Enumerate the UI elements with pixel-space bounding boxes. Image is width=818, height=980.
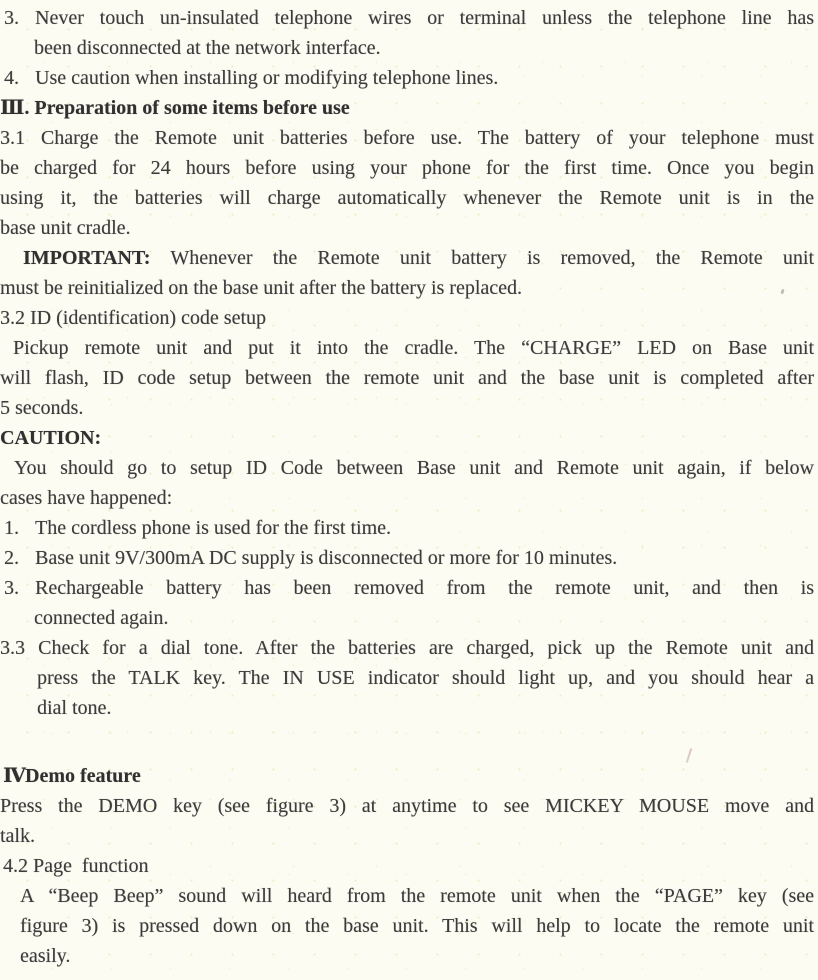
list-marker: 1. [4,517,19,539]
list-item-line [0,3,818,33]
paragraph-line: base unit cradle. [0,217,131,239]
paragraph-line: You should go to setup ID Code between Base unit and Remote unit again, if below [14,457,814,479]
paragraph-line: Press the DEMO key (see figure 3) at anytime to see MICKEY MOUSE move and [0,795,814,817]
paragraph-line: cases have happened: [0,487,173,509]
caution-heading: CAUTION: [0,427,102,449]
list-item-text: Never touch un-insulated telephone wires or terminal unless the telephone line has [35,7,814,29]
subsection-title-text: Page function [33,855,149,877]
section-numeral: Ⅳ [3,765,26,787]
list-item-text: Rechargeable battery has been removed from the remote unit, and then is [35,577,814,599]
paragraph-line: press the TALK key. The IN USE indicator should light up, and you should hear a [37,667,814,689]
list-marker: 3. [4,7,19,29]
paragraph-line: talk. [0,825,35,847]
list-item-line [0,63,818,93]
list-item-continuation: been disconnected at the network interface. [34,37,381,59]
list-item-text: Use caution when installing or modifying telephone lines. [35,67,499,89]
paragraph-line: using it, the batteries will charge automatically whenever the Remote unit is in the [0,187,814,209]
paragraph-line: A “Beep Beep” sound will heard from the remote unit when the “PAGE” key (see [20,885,814,907]
paragraph-gap [0,723,818,761]
paragraph-line: figure 3) is pressed down on the base unit. This will help to locate the remote unit [20,915,814,937]
caution-case-line [0,573,818,603]
list-item-text: The cordless phone is used for the first time. [35,517,392,539]
section-heading-text: Demo feature [25,765,141,787]
paragraph-line: easily. [20,945,71,967]
section-heading-preparation: Ⅲ. Preparation of some items before use [0,97,350,119]
important-label: IMPORTANT: [23,247,151,269]
paragraph-line: be charged for 24 hours before using your phone for the first time. Once you begin [0,157,814,179]
list-marker: 2. [4,547,19,569]
important-note-line [0,243,818,273]
paragraph-line: dial tone. [37,697,112,719]
important-text: Whenever the Remote unit battery is removed, the Remote unit [150,247,814,269]
subsection-page-function [0,851,818,881]
caution-case-line [0,543,818,573]
list-item-text: Base unit 9V/300mA DC supply is disconnected or more for 10 minutes. [35,547,618,569]
list-marker: 3. [4,577,19,599]
paragraph-line: will flash, ID code setup between the remote unit and the base unit is completed after [0,367,814,389]
list-marker: 4. [4,67,19,89]
caution-case-line [0,513,818,543]
paragraph-line: 3.3 Check for a dial tone. After the batteries are charged, pick up the Remote unit and [0,637,814,659]
subsection-number: 4.2 [3,855,28,877]
section-heading-demo-feature [0,761,818,791]
paragraph-line: 3.1 Charge the Remote unit batteries before use. The battery of your telephone must [0,127,814,149]
paragraph-line: Pickup remote unit and put it into the cradle. The “CHARGE” LED on Base unit [13,337,814,359]
paragraph-line: 5 seconds. [0,397,84,419]
caution-case-continuation: connected again. [34,607,169,629]
subsection-id-code-setup: 3.2 ID (identification) code setup [0,307,267,329]
important-note-continuation: must be reinitialized on the base unit after the battery is replaced. [0,277,523,299]
